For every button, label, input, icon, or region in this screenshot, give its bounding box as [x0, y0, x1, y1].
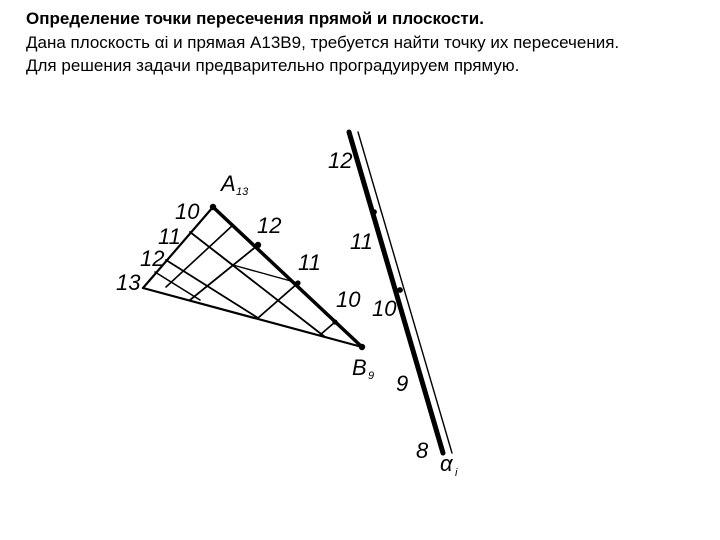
point-b9 [359, 344, 365, 350]
point-12 [255, 242, 261, 248]
description-line-2: Для решения задачи предварительно проградуируем прямую. [26, 56, 520, 75]
grade-10-line: 10 [336, 287, 361, 312]
endpoint-labels [219, 171, 374, 382]
plane-grade-11: 11 [350, 229, 373, 254]
point-11 [295, 280, 300, 285]
grade-11-left: 11 [158, 224, 181, 249]
plane-point-11 [372, 210, 377, 215]
point-10 [332, 319, 337, 324]
label-b-sub: 9 [368, 370, 375, 382]
plane-trace [349, 132, 452, 453]
grade-11-line: 11 [298, 250, 321, 275]
plane-grade-9: 9 [396, 371, 409, 396]
grid-line-8 [190, 232, 233, 265]
plane-grade-12: 12 [328, 148, 353, 173]
point-a13 [210, 204, 216, 210]
grade-12-left: 12 [140, 246, 165, 271]
slide-title: Определение точки пересечения прямой и плоскости. [26, 9, 484, 28]
plane-label-alpha: α [440, 451, 453, 476]
grade-12-line: 12 [257, 213, 282, 238]
grid-line-5 [258, 283, 298, 318]
label-a-sub: 13 [236, 186, 249, 198]
grid-line-4 [190, 245, 258, 300]
plane-point-10 [398, 288, 403, 293]
grid-line-7 [320, 322, 335, 335]
label-a: A [221, 171, 236, 196]
left-edge-grades [116, 199, 200, 295]
plane-trace-thick [349, 132, 443, 453]
grade-13: 13 [116, 270, 141, 295]
plane-grade-10: 10 [372, 296, 397, 321]
plane-grade-8: 8 [416, 438, 429, 463]
plane-trace-thin [358, 132, 452, 453]
label-b: B [352, 355, 367, 380]
plane-label-sub: i [455, 467, 458, 479]
grade-10-left: 10 [175, 199, 200, 224]
description-line-1: Дана плоскость αi и прямая А13В9, требуется найти точку их пересечения. [26, 32, 620, 52]
